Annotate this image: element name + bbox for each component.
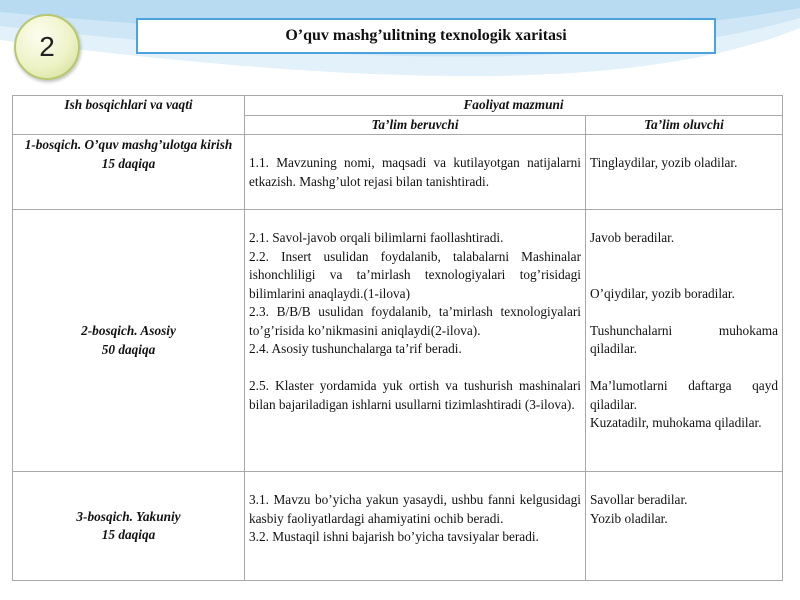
- slide-number: 2: [39, 31, 55, 62]
- teacher-cell: [245, 210, 586, 472]
- student-item: Tushunchalarni muhokama qiladilar.: [590, 322, 778, 356]
- header-teacher: Ta’lim beruvchi: [245, 115, 586, 135]
- stage-time: 15 daqiqa: [101, 527, 156, 542]
- title-box: [136, 18, 716, 54]
- teacher-item: 2.4. Asosiy tushunchalarga ta’rif beradi.: [249, 341, 462, 356]
- teacher-item: 3.1. Mavzu bo’yicha yakun yasaydi, ushbu fanni kelgusidagi kasbiy faoliyatlardagi ahamiyatini ochib beradi.: [249, 492, 581, 526]
- teacher-item: 1.1. Mavzuning nomi, maqsadi va kutilayotgan natijalarni etkazish. Mashg’ulot rejasi bilan tanishtiradi.: [249, 155, 581, 189]
- stage-cell: [13, 210, 245, 472]
- student-item: Savollar beradilar.: [590, 492, 688, 507]
- student-cell: [586, 472, 783, 581]
- header-swoosh-decoration: [0, 0, 800, 110]
- student-cell: [586, 135, 783, 210]
- stage-time: 15 daqiqa: [101, 155, 156, 171]
- technology-map-table: [12, 95, 783, 581]
- teacher-item: 2.1. Savol-javob orqali bilimlarni faollashtiradi.: [249, 230, 504, 245]
- header-student: Ta’lim oluvchi: [586, 115, 783, 135]
- header-activity: Faoliyat mazmuni: [245, 96, 783, 116]
- teacher-item: 2.5. Klaster yordamida yuk ortish va tushurish mashinalari bilan bajariladigan ishlarni usullarni tizimlashtiradi (3-ilova).: [249, 378, 581, 412]
- table-row: [13, 472, 783, 581]
- header-stage: Ish bosqichlari va vaqti: [13, 96, 245, 135]
- stage-cell: [13, 472, 245, 581]
- stage-name: 3-bosqich. Yakuniy: [76, 508, 181, 524]
- teacher-item: 3.2. Mustaqil ishni bajarish bo’yicha tavsiyalar beradi.: [249, 529, 539, 544]
- header-row: [13, 96, 783, 116]
- stage-time: 50 daqiqa: [101, 341, 156, 357]
- stage-name: 1-bosqich. O’quv mashg’ulotga kirish: [24, 137, 233, 152]
- student-item: Kuzatadilr, muhokama qiladilar.: [590, 415, 762, 430]
- student-item: O’qiydilar, yozib boradilar.: [590, 285, 735, 301]
- student-item: Tinglaydilar, yozib oladilar.: [590, 155, 738, 170]
- teacher-item: 2.3. B/B/B usulidan foydalanib, ta’mirlash texnologiyalari to’g’risida ko’nikmasini aniqlaydi(2-ilova).: [249, 304, 581, 338]
- stage-name: 2-bosqich. Asosiy: [81, 323, 176, 338]
- table-row: [13, 210, 783, 472]
- slide-number-badge: [14, 14, 80, 80]
- page-title: O’quv mashg’ulitning texnologik xaritasi: [285, 27, 567, 44]
- stage-cell: [13, 135, 245, 210]
- student-item: Javob beradilar.: [590, 230, 675, 245]
- teacher-cell: [245, 472, 586, 581]
- teacher-cell: [245, 135, 586, 210]
- table-row: [13, 135, 783, 210]
- student-item: Yozib oladilar.: [590, 510, 668, 526]
- student-cell: [586, 210, 783, 472]
- student-item: Ma’lumotlarni daftarga qayd qiladilar.: [590, 378, 778, 412]
- teacher-item: 2.2. Insert usulidan foydalanib, talabalarni Mashinalar ishonchliligi va ta’mirlash texnologiyalari tog’risidagi bilimlarini anaqlaydi.(1-ilova): [249, 248, 581, 301]
